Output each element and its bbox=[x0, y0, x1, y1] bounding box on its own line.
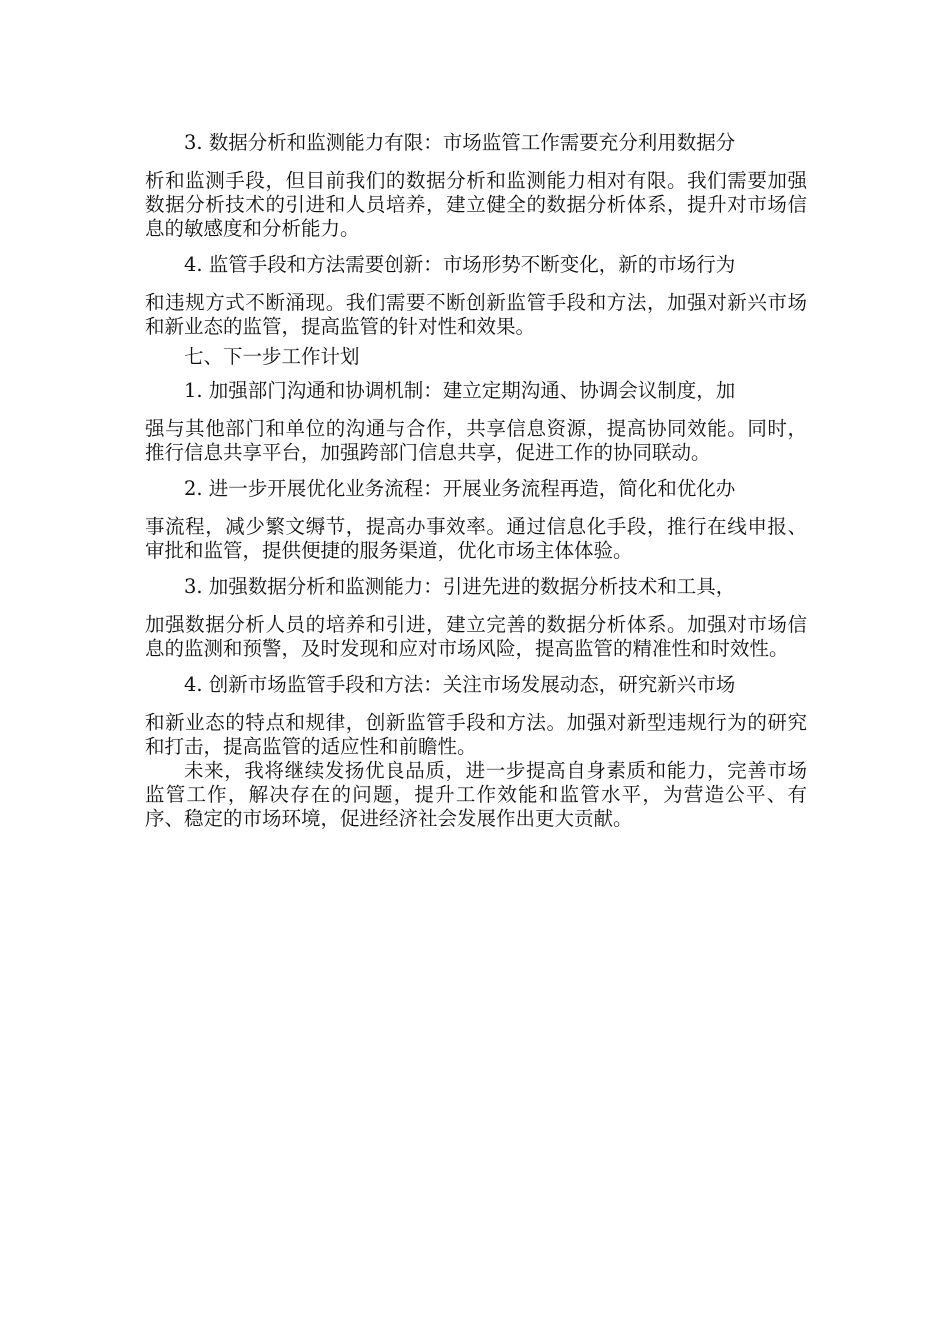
plan-item-3 bbox=[145, 575, 807, 661]
issue-paragraph-3 bbox=[145, 131, 807, 241]
paragraph-text: 和新业态的特点和规律，创新监管手段和方法。加强对新型违规行为的研究和打击，提高监管的适应性和前瞻性。 bbox=[145, 711, 807, 758]
paragraph-text: 和违规方式不断涌现。我们需要不断创新监管手段和方法，加强对新兴市场和新业态的监管，提高监管的针对性和效果。 bbox=[145, 291, 807, 338]
paragraph-lead: 1. 加强部门沟通和协调机制：建立定期沟通、协调会议制度，加 bbox=[184, 379, 736, 402]
paragraph-lead: 3. 加强数据分析和监测能力：引进先进的数据分析技术和工具， bbox=[184, 575, 736, 598]
paragraph-text: 强与其他部门和单位的沟通与合作，共享信息资源，提高协同效能。同时，推行信息共享平台，加强跨部门信息共享，促进工作的协同联动。 bbox=[145, 417, 807, 464]
paragraph-lead: 3. 数据分析和监测能力有限：市场监管工作需要充分利用数据分 bbox=[184, 131, 736, 154]
paragraph-text: 加强数据分析人员的培养和引进，建立完善的数据分析体系。加强对市场信息的监测和预警，及时发现和应对市场风险，提高监管的精准性和时效性。 bbox=[145, 613, 807, 660]
plan-item-4 bbox=[145, 673, 807, 759]
issue-paragraph-4 bbox=[145, 253, 807, 339]
plan-item-2 bbox=[145, 477, 807, 563]
paragraph-text: 事流程，减少繁文缛节，提高办事效率。通过信息化手段，推行在线申报、审批和监管，提供便捷的服务渠道，优化市场主体体验。 bbox=[145, 515, 807, 562]
section-heading: 七、下一步工作计划 bbox=[184, 345, 360, 368]
plan-item-1 bbox=[145, 379, 807, 465]
paragraph-lead: 4. 创新市场监管手段和方法：关注市场发展动态，研究新兴市场 bbox=[184, 673, 736, 696]
paragraph-text: 析和监测手段，但目前我们的数据分析和监测能力相对有限。我们需要加强数据分析技术的引进和人员培养，建立健全的数据分析体系，提升对市场信息的敏感度和分析能力。 bbox=[145, 169, 807, 240]
closing-paragraph: 未来，我将继续发扬优良品质，进一步提高自身素质和能力，完善市场监管工作，解决存在的问题，提升工作效能和监管水平，为营造公平、有序、稳定的市场环境，促进经济社会发展作出更大贡献。 bbox=[145, 759, 807, 830]
document-body bbox=[145, 131, 807, 831]
paragraph-lead: 2. 进一步开展优化业务流程：开展业务流程再造，简化和优化办 bbox=[184, 477, 736, 500]
paragraph-lead: 4. 监管手段和方法需要创新：市场形势不断变化，新的市场行为 bbox=[184, 253, 736, 276]
